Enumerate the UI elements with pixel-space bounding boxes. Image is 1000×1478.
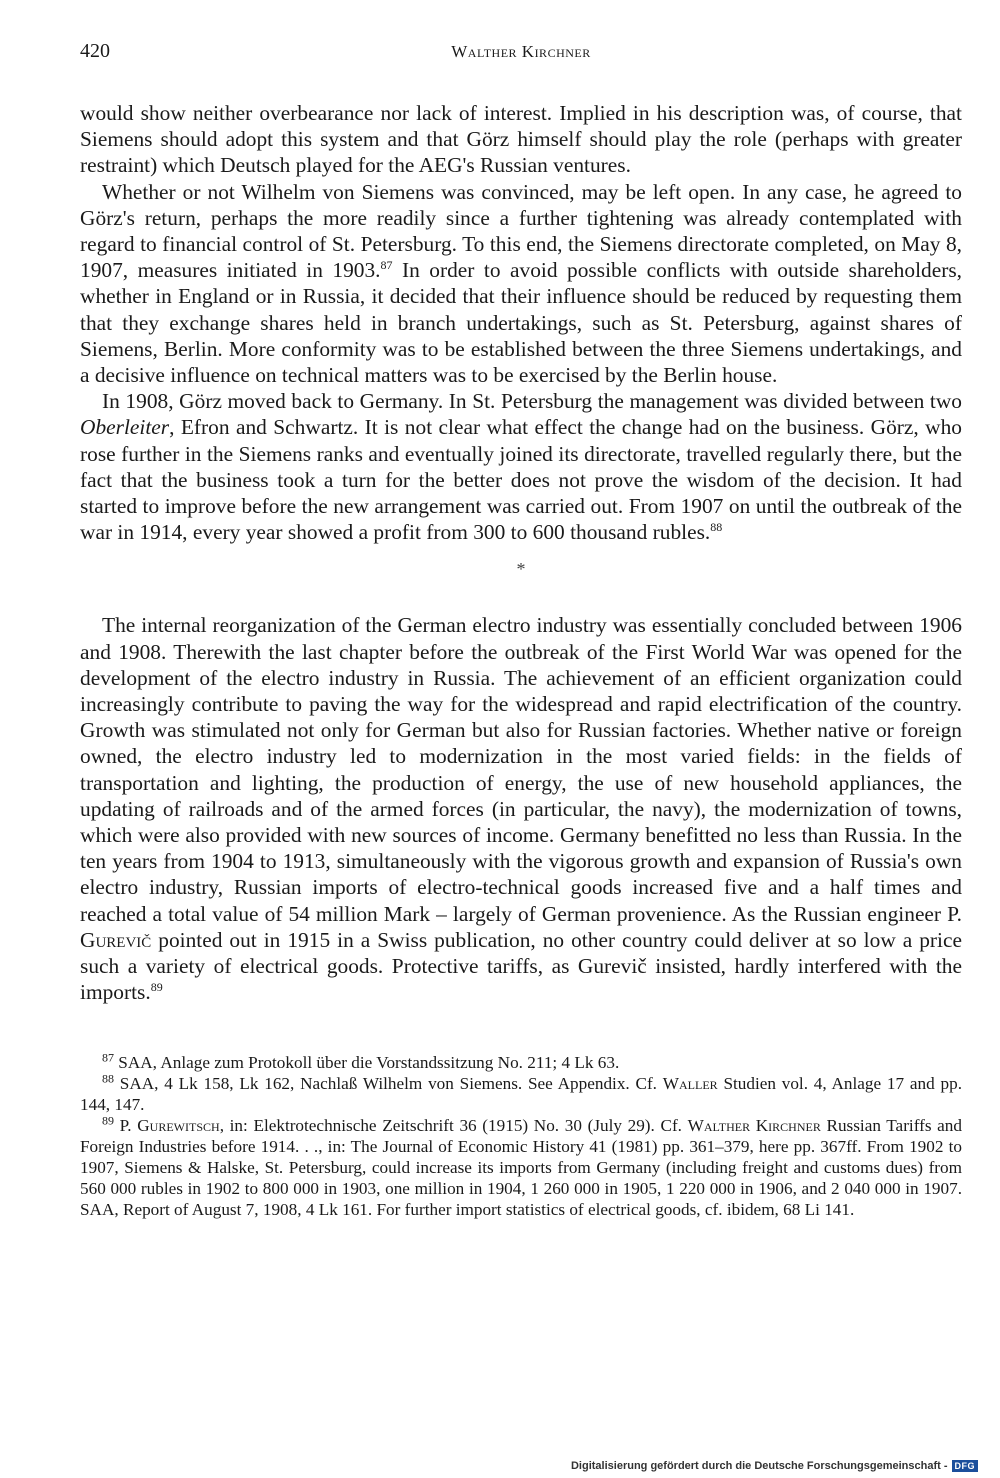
footnote-ref-88[interactable]: 88 <box>710 520 723 535</box>
footnote-89: $^{89}$ P. Gurewitsch, in: Elektrotechnische Zeitschrift 36 (1915) No. 30 (July 29). Cf. Walther Kirchner Russian Tariffs and Foreign Industries before 1914. . ., in: The Journal of Economic History 41 (1981) pp. 361–379, here pp. 367ff. From 1902 to 1907, Siemens & Halske, St. Petersburg, could increase its imports from Germany (including freight and customs dues) from 560 000 rubles in 1902 to 800 000 in 1903, one million in 1904, 1 260 000 in 1905, 1 220 000 in 1906, and 2 040 000 in 1907. SAA, Report of August 7, 1908, 4 Lk 161. For further import statistics of electrical goods, cf. ibidem, 68 Li 141. <box>80 1112 962 1219</box>
page-header <box>80 40 962 74</box>
dfg-logo-icon: DFG <box>952 1460 979 1472</box>
paragraph-2: Whether or not Wilhelm von Siemens was convinced, may be left open. In any case, he agreed to Görz's return, perhaps the more readily since a further tightening was already contemplated with regard to financial control of St. Petersburg. To this end, the Siemens directorate completed, on May 8, 1907, measures initiated in 1903.87 In order to avoid possible conflicts with outside shareholders, whether in England or in Russia, it decided that their influence should be reduced by requesting them that they exchange shares held in branch undertakings, such as St. Petersburg, against shares of Siemens, Berlin. More conformity was to be established between the three Siemens undertakings, and a decisive influence on technical matters was to be exercised by the Berlin house. <box>80 179 962 388</box>
body-text <box>80 100 962 1006</box>
paragraph-1: would show neither overbearance nor lack of interest. Implied in his description was, of course, that Siemens should adopt this system and that Görz himself should play the role (perhaps with greater restraint) which Deutsch played for the AEG's Russian ventures. <box>80 101 962 178</box>
book-page <box>80 40 962 1220</box>
page-number: 420 <box>80 40 110 62</box>
digitization-credit <box>571 1460 978 1472</box>
footnote-87: $^{87}$ SAA, Anlage zum Protokoll über die Vorstandssitzung No. 211; 4 Lk 63. <box>102 1049 620 1072</box>
footnotes <box>80 1049 962 1220</box>
running-head: Walther Kirchner <box>451 42 591 61</box>
footnote-ref-89[interactable]: 89 <box>150 980 163 995</box>
author-name: Gurevič <box>80 927 152 952</box>
footnote-ref-87[interactable]: 87 <box>380 258 393 273</box>
italic-term: Oberleiter <box>80 415 170 440</box>
paragraph-3: In 1908, Görz moved back to Germany. In St. Petersburg the management was divided between two Oberleiter, Efron and Schwartz. It is not clear what effect the change had on the business. Görz, who rose further in the Siemens ranks and eventually joined its directorate, travelled regularly there, but the fact that the business took a turn for the better does not prove the wisdom of the decision. It had started to improve before the new arrangement was carried out. From 1907 on until the outbreak of the war in 1914, every year showed a profit from 300 to 600 thousand rubles.$^{88}$ <box>80 389 962 545</box>
footnote-88: $^{88}$ SAA, 4 Lk 158, Lk 162, Nachlaß Wilhelm von Siemens. See Appendix. Cf. Waller Studien vol. 4, Anlage 17 and pp. 144, 147. <box>80 1070 962 1114</box>
section-divider: * <box>516 559 526 580</box>
paragraph-4: The internal reorganization of the German electro industry was essentially concluded between 1906 and 1908. Therewith the last chapter before the outbreak of the First World War was opened for the development of the electro industry in Russia. The achievement of an efficient organization could increasingly contribute to paving the way for the widespread and rapid electrification of the country. Growth was stimulated not only for German but also for Russian factories. Whether native or foreign owned, the electro industry led to modernization in the most varied fields: in the fields of transportation and lighting, the production of energy, the use of new household appliances, the updating of railroads and of the armed forces (in particular, the navy), the modernization of towns, which were also provided with new sources of income. Germany benefitted no less than Russia. In the ten years from 1904 to 1913, simultaneously with the vigorous growth and expansion of Russia's own electro industry, Russian imports of electro-technical goods increased five and a half times and reached a total value of 54 million Mark – largely of German provenience. As the Russian engineer P. Gurevič pointed out in 1915 in a Swiss publication, no other country could deliver at so low a price such a variety of electrical goods. Protective tariffs, as Gurevič insisted, hardly interfered with the imports.$^{89}$ <box>80 613 962 1005</box>
credit-text: Digitalisierung gefördert durch die Deutsche Forschungsgemeinschaft - <box>570 1460 948 1472</box>
